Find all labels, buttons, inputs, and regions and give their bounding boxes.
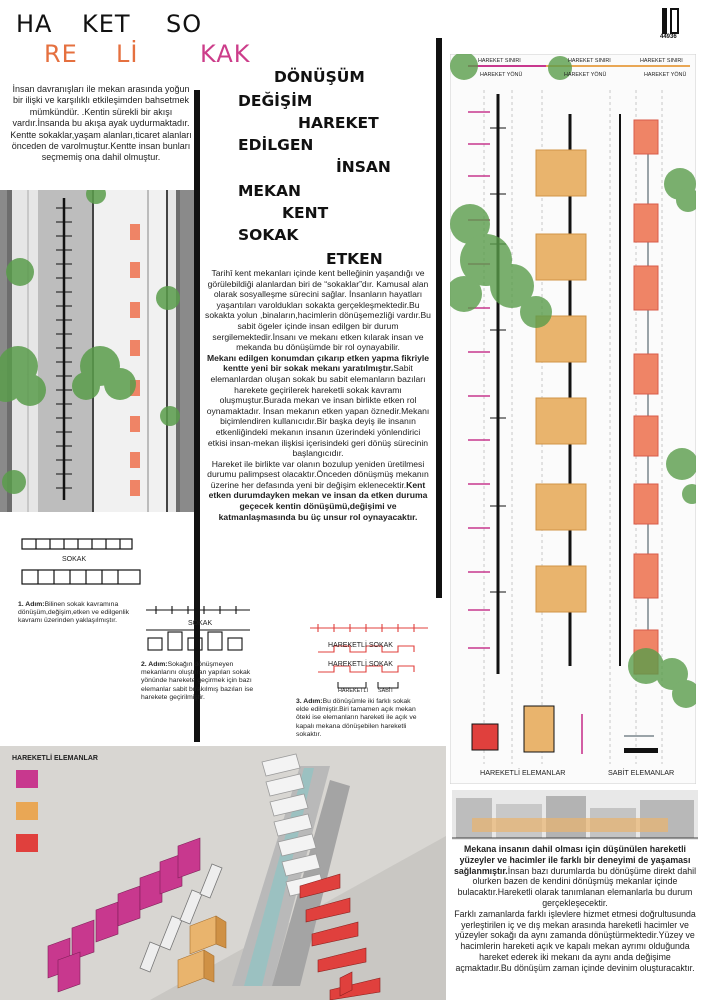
right-street-plan (450, 54, 696, 784)
step2-sokak-label: SOKAK (188, 620, 213, 627)
title-word-6: KAK (200, 40, 251, 68)
left-street-plan (0, 190, 194, 512)
title-word-5: Lİ (116, 40, 139, 68)
keyword-etken: ETKEN (326, 250, 383, 268)
step1-sokak-label: SOKAK (62, 556, 87, 563)
keyword-mekan: MEKAN (238, 182, 301, 200)
keyword-edilgen: EDİLGEN (238, 136, 314, 154)
step3-hareketli-sokak-2: HAREKETLİ SOKAK (328, 661, 393, 668)
hareket-siniri-3: HAREKET SINIRI (640, 58, 683, 64)
keyword-sokak: SOKAK (238, 226, 299, 244)
title-word-4: RE (44, 40, 78, 68)
hareket-yonu-2: HAREKET YÖNÜ (564, 72, 607, 78)
hareket-siniri-2: HAREKET SINIRI (568, 58, 611, 64)
step1-text: Bilinen sokak kavramına dönüşüm,değişim,etken ve edilgenlik kavramı üzerinden yaklaşılmıştır. (18, 601, 130, 625)
title-word-1: HA (16, 10, 53, 38)
step2-caption (141, 661, 267, 702)
step3-title: 3. Adım: (296, 698, 323, 705)
step2-diagram (144, 604, 254, 654)
bottom-text-p1: İnsan bazı durumlarda bu dönüşüme direkt dahil olurken bazen de kendini dönüşmüş mekanlar içinde bulacaktır.Hareketli olarak tanımlanan elemanlarla bu durum gerçekleşecektir. (457, 865, 697, 908)
divider-bar-right (436, 38, 442, 598)
keyword-degisim: DEĞİŞİM (238, 92, 313, 110)
hareket-yonu-1: HAREKET YÖNÜ (480, 72, 523, 78)
main-text-p1: Tarihî kent mekanları içinde kent belleğinin yaşandığı ve görülebildiği alanlardan biri de “sokaklar”dır. Kamusal alan olarak sosyalleşme sürecini sağlar. İnsanların hayatları yaşantıları varoldukları sokakta gerçekleşmektedir.Bu sokakta yolun ,binaların,hacimlerin dönüşemezliği vardır.Bu sabit ögeler içinde insan edilgen bir durum sergilemektedir.İnsanı ve mekanı etken kılarak insan ve mekanda bu dönüşümde bir rol oynayabilir. (205, 268, 431, 353)
step3-hareketli: HAREKETLİ (338, 688, 368, 694)
hareket-siniri-1: HAREKET SINIRI (478, 58, 521, 64)
title-word-2: KET (82, 10, 131, 38)
hareketli-elemanlar-label: HAREKETLİ ELEMANLAR (480, 768, 566, 777)
step3-hareketli-sokak-1: HAREKETLİ SOKAK (328, 642, 393, 649)
step1-diagram (20, 538, 146, 588)
step1-title: 1. Adım: (18, 601, 45, 608)
main-text (205, 268, 431, 522)
bottom-text-bold: Mekana insanın dahil olması için düşünülen hareketli yüzeyler ve hacimler ile farklı bir deneyimi de yaşaması sağlanmıştır. (453, 844, 691, 876)
main-text-p3-bold: Kent etken durumdayken mekan ve insan da etken duruma geçecek kentin dönüşümü,değişimi ve katmanlaşmasında bu üç unsur rol oynayacaktır. (208, 479, 428, 522)
step1-caption (18, 601, 138, 626)
step3-sabit: SABİT (378, 688, 394, 694)
keyword-kent: KENT (282, 204, 329, 222)
legend-3d-title: HAREKETLİ ELEMANLAR (12, 755, 98, 762)
main-text-p3: Hareket ile birlikte var olanın bozulup yeniden üretilmesi durumu palimpsest olacaktır.Önceden dönüşmüş mekanın üzerine her defasında yeni bir değişim eklenecektir. (207, 458, 429, 490)
keyword-donusum: DÖNÜŞÜM (274, 68, 365, 86)
street-elevation (452, 790, 698, 840)
step3-text: Bu dönüşümle iki farklı sokak elde edilmiştir.Biri tamamen açık mekan öteki ise elemanların hareketi ile açık ve kapalı mekana dönüşebilen hareketli sokaktır. (296, 698, 417, 738)
keyword-hareket: HAREKET (298, 114, 379, 132)
keyword-insan: İNSAN (336, 158, 391, 176)
bottom-text-p2: Farklı zamanlarda farklı işlevlere hizmet etmesi doğrultusunda yerleştirilen iç ve dış mekan arasında hareketli hacimler ve yüzeyler sokağı da aynı zamanda dönüştürmektedir.Yüzey ve hacimlerin hareketi açık ve kapalı mekan ayrımı olduğunda hareket ederek iki mekanı da aynı anda değişime açmaktadır.Bu dönüşüm zaman içinde devinim oluşturacaktır. (454, 908, 696, 973)
sabit-elemanlar-label: SABİT ELEMANLAR (608, 768, 675, 777)
step3-caption (296, 698, 424, 739)
axonometric-view (0, 746, 446, 1000)
hareket-yonu-3: HAREKET YÖNÜ (644, 72, 687, 78)
main-text-p2: Sabit elemanlardan oluşan sokak bu sabit elemanların bazıları harekete geçirilerek hareketli sokak kavramı oluşmuştur.Burada mekan ve insan birlikte etken rol oynamaktadır. İnsan mekanın etken yapan öznedir.Mekanı biçimlendiren kullanıcıdır.Bir başka deyiş ile insanın etkenliğindeki mekanın insanın üzerindeki yönlendirici etkisi insan-mekan ilişkisi içerisindeki geri dönüş sürecinin başlangıcıdır. (206, 363, 430, 459)
intro-text: İnsan davranışları ile mekan arasında yoğun bir ilişki ve karşılıklı etkileşimden bahsetmek mümkündür. .Kentin sürekli bir akışı vardır.İnsanda bu akışa ayak uydurmaktadır. Kentte sokaklar,yaşam alanları,ticaret alanları önceden de varolmuştur.Kentte insan bunları seçmemiş ona dahil olmuştur. (10, 84, 192, 163)
main-text-p2-bold: Mekanı edilgen konumdan çıkarıp etken yapma fikriyle kentte yeni bir sokak mekanı yaratılmıştır. (206, 352, 430, 374)
bottom-text (452, 844, 698, 974)
step3-diagram (308, 622, 432, 694)
logo-number: 44936 (660, 34, 677, 40)
step2-title: 2. Adım: (141, 661, 168, 668)
step2-text: Sokağın dönüşmeyen mekanlarını oluşturan yapıları sokak yönünde harekete geçirmek için bazı elemanlar sabit bırakılmış bazıları ise harekete geçirilmiştir. (141, 661, 254, 701)
title-word-3: SO (166, 10, 203, 38)
